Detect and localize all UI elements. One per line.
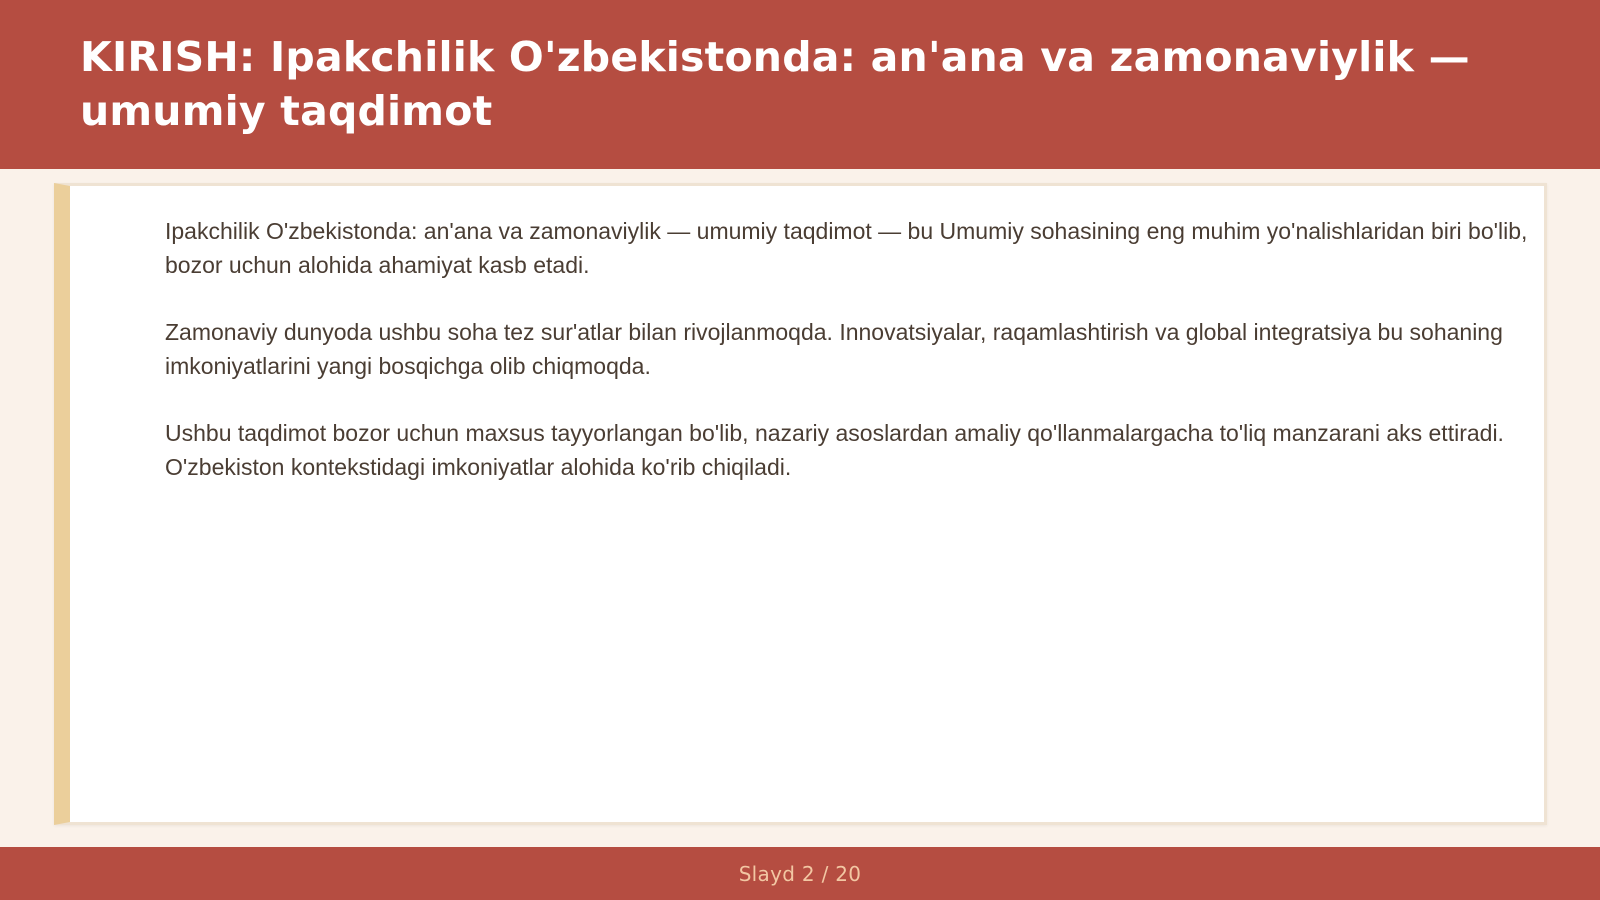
content-card xyxy=(54,183,1547,825)
slide-counter: Slayd 2 / 20 xyxy=(738,861,862,886)
slide-body xyxy=(165,214,1535,517)
body-paragraph-2: Zamonaviy dunyoda ushbu soha tez sur'atlar bilan rivojlanmoqda. Innovatsiyalar, raqamlashtirish va global integratsiya bu sohaning imkoniyatlarini yangi bosqichga olib chiqmoqda. xyxy=(165,319,1503,379)
slide-title: KIRISH: Ipakchilik O'zbekistonda: an'ana va zamonaviylik — umumiy taqdimot xyxy=(80,33,1470,135)
body-paragraph-1: Ipakchilik O'zbekistonda: an'ana va zamonaviylik — umumiy taqdimot — bu Umumiy sohasining eng muhim yo'nalishlaridan biri bo'lib, bozor uchun alohida ahamiyat kasb etadi. xyxy=(165,218,1528,278)
slide-header xyxy=(0,0,1600,169)
body-paragraph-3: Ushbu taqdimot bozor uchun maxsus tayyorlangan bo'lib, nazariy asoslardan amaliy qo'llanmalargacha to'liq manzarani aks ettiradi. O'zbekiston kontekstidagi imkoniyatlar alohida ko'rib chiqiladi. xyxy=(165,420,1504,480)
slide-footer xyxy=(0,847,1600,900)
